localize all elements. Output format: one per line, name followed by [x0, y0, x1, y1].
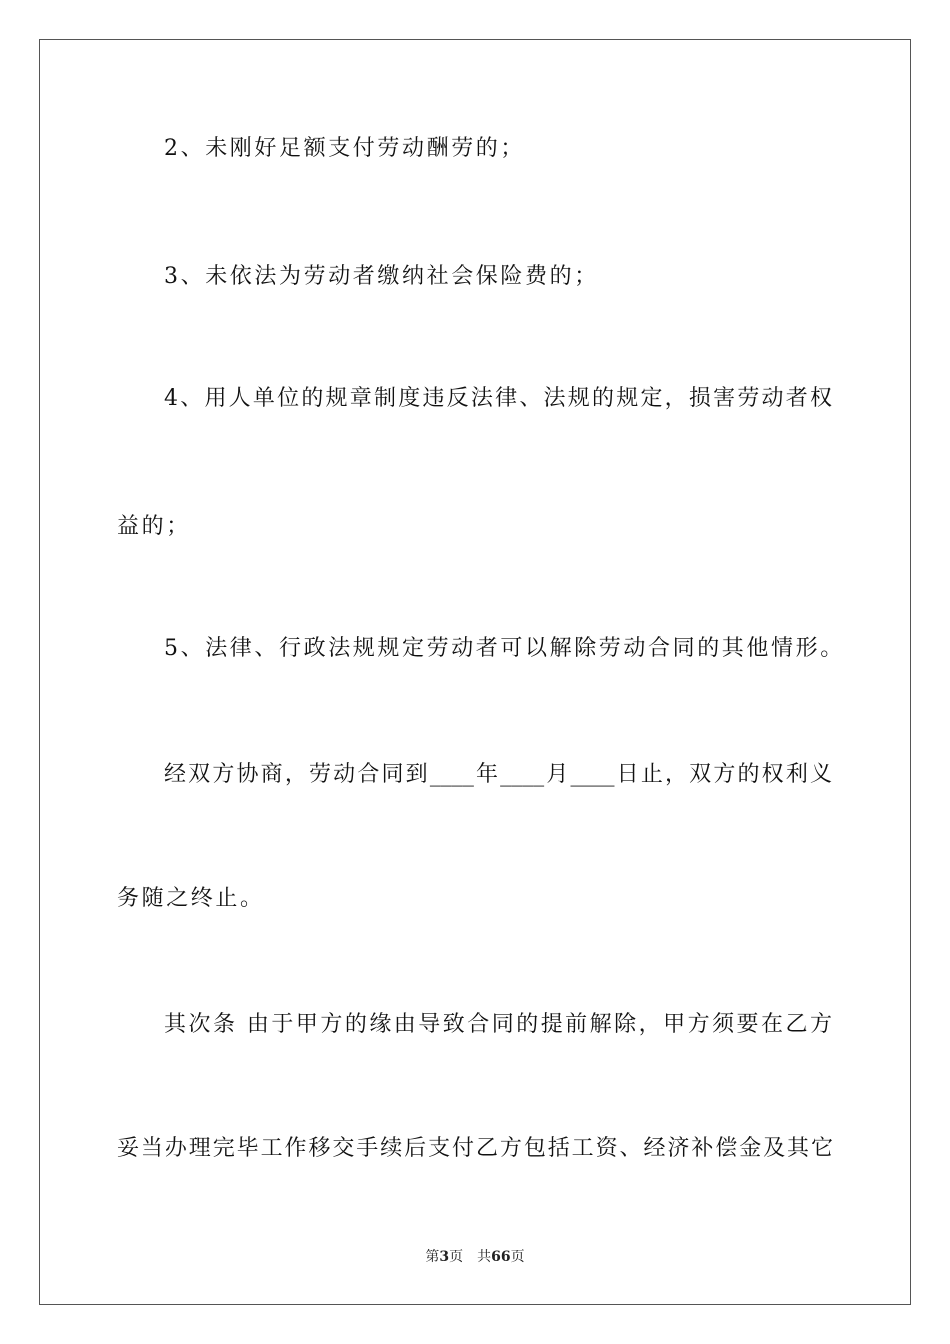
page-frame: [39, 39, 911, 1305]
paragraph-line-8: 其次条 由于甲方的缘由导致合同的提前解除，甲方须要在乙方: [164, 1012, 832, 1037]
paragraph-line-9: 妥当办理完毕工作移交手续后支付乙方包括工资、经济补偿金及其它: [117, 1136, 833, 1161]
paragraph-line-5: 5、法律、行政法规规定劳动者可以解除劳动合同的其他情形。: [164, 636, 845, 661]
footer-total-pages: 66: [491, 1249, 511, 1265]
footer-page-suffix: 页: [449, 1249, 464, 1265]
paragraph-line-7: 务随之终止。: [117, 886, 265, 911]
paragraph-line-6: 经双方协商，劳动合同到____年____月____日止，双方的权利义: [164, 762, 832, 787]
footer-page-number: 3: [439, 1249, 450, 1265]
footer-total-suffix: 页: [510, 1249, 525, 1265]
paragraph-line-4: 益的；: [117, 514, 191, 539]
paragraph-line-1: 2、未刚好足额支付劳动酬劳的；: [164, 136, 525, 161]
footer-page-prefix: 第: [425, 1249, 440, 1265]
paragraph-line-2: 3、未依法为劳动者缴纳社会保险费的；: [164, 264, 599, 289]
footer-total-prefix: 共: [477, 1249, 492, 1265]
paragraph-line-3: 4、用人单位的规章制度违反法律、法规的规定，损害劳动者权: [164, 386, 832, 411]
page-footer: [0, 1247, 950, 1267]
